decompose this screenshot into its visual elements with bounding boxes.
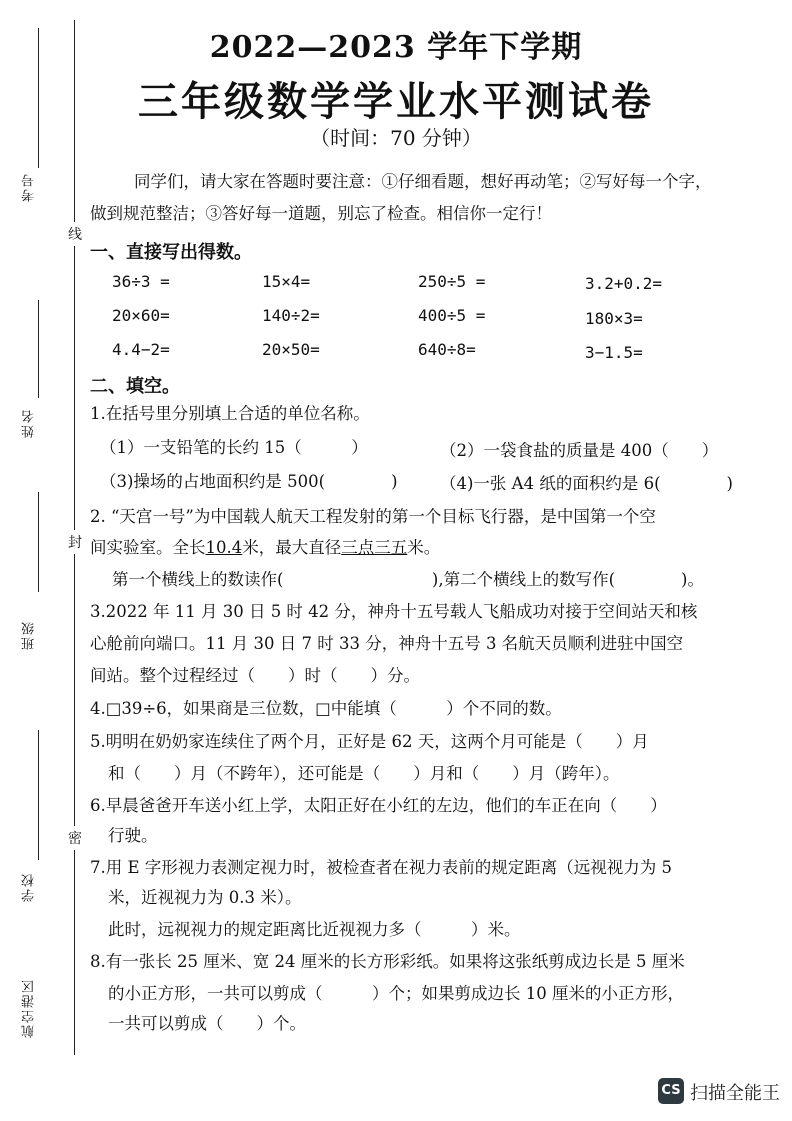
q5-line-1: 5.明明在奶奶家连续住了两个月，正好是 62 天，这两个月可能是（ ）月 bbox=[90, 732, 649, 751]
district-label: 航空港区 bbox=[22, 978, 37, 1038]
calc-item: 140÷2= bbox=[262, 306, 320, 325]
q2-line-2: 间实验室。全长10.4米，最大直径三点三五米。 bbox=[90, 538, 441, 557]
name-blank bbox=[38, 300, 39, 398]
class-label: 班级 bbox=[22, 620, 37, 650]
seal-char-seal: 封 bbox=[68, 530, 82, 554]
calc-item: 15×4= bbox=[262, 272, 311, 291]
calc-item: 3.2+0.2= bbox=[585, 274, 663, 293]
q1-stem: 1.在括号里分别填上合适的单位名称。 bbox=[90, 404, 370, 423]
section-2-heading: 二、填空。 bbox=[90, 376, 180, 397]
calc-item: 4.4−2= bbox=[112, 340, 170, 359]
q1-b: （2）一袋食盐的质量是 400（ ） bbox=[440, 441, 719, 460]
year-term: 2022—2023 学年下学期 bbox=[209, 30, 583, 65]
seal-char-secret: 密 bbox=[68, 826, 82, 850]
school-label: 学校 bbox=[22, 872, 37, 902]
length-underline: 10.4 bbox=[205, 538, 243, 557]
q8-line-2: 的小正方形，一共可以剪成（ ）个；如果剪成边长 10 厘米的小正方形， bbox=[108, 984, 684, 1003]
q4-line-1: 4.□39÷6，如果商是三位数，□中能填（ ）个不同的数。 bbox=[90, 699, 562, 718]
q5-line-2: 和（ ）月（不跨年），还可能是（ ）月和（ ）月（跨年）。 bbox=[108, 764, 620, 783]
class-blank bbox=[38, 492, 39, 592]
page-title: 三年级数学学业水平测试卷 bbox=[138, 78, 654, 125]
q8-line-1: 8.有一张长 25 厘米、宽 24 厘米的长方形彩纸。如果将这张纸剪成边长是 5 厘米 bbox=[90, 952, 685, 971]
calc-item: 640÷8= bbox=[418, 340, 476, 359]
q7-line-2: 米，近视视力为 0.3 米）。 bbox=[108, 888, 302, 907]
q2-line-3: 第一个横线上的数读作( ),第二个横线上的数写作( )。 bbox=[112, 570, 704, 589]
exam-no-label: 考号 bbox=[22, 172, 37, 202]
name-label: 姓名 bbox=[22, 408, 37, 438]
calc-item: 3−1.5= bbox=[585, 343, 643, 362]
q7-line-1: 7.用 E 字形视力表测定视力时，被检查者在视力表前的规定距离（远视视力为 5 bbox=[90, 858, 673, 877]
calc-item: 250÷5 = bbox=[418, 272, 486, 291]
calc-item: 20×60= bbox=[112, 306, 170, 325]
q1-d: （4)一张 A4 纸的面积约是 6( ) bbox=[440, 474, 733, 493]
camscanner-logo-icon: CS bbox=[658, 1078, 684, 1104]
exam-time: （时间：70 分钟） bbox=[310, 126, 482, 150]
seal-char-line: 线 bbox=[68, 222, 82, 246]
calc-item: 20×50= bbox=[262, 340, 320, 359]
q8-line-3: 一共可以剪成（ ）个。 bbox=[108, 1014, 306, 1033]
school-blank bbox=[38, 730, 39, 860]
calc-item: 180×3= bbox=[585, 309, 643, 328]
intro-line-1: 同学们，请大家在答题时要注意：①仔细看题，想好再动笔；②写好每一个字， bbox=[134, 172, 712, 191]
q1-a: （1）一支铅笔的长约 15（ ） bbox=[100, 438, 368, 457]
q6-line-1: 6.早晨爸爸开车送小红上学，太阳正好在小红的左边，他们的车正在向（ ） bbox=[90, 796, 667, 815]
q3-line-1: 3.2022 年 11 月 30 日 5 时 42 分，神舟十五号载人飞船成功对接于空间站天和核 bbox=[90, 602, 698, 621]
section-1-heading: 一、直接写出得数。 bbox=[90, 242, 252, 263]
q3-line-2: 心舱前向端口。11 月 30 日 7 时 33 分，神舟十五号 3 名航天员顺利进驻中国空 bbox=[90, 634, 684, 653]
camscanner-label: 扫描全能王 bbox=[690, 1083, 780, 1104]
q7-line-3: 此时，远视视力的规定距离比近视视力多（ ）米。 bbox=[108, 920, 521, 939]
q2-line-1: 2. “天宫一号”为中国载人航天工程发射的第一个目标飞行器，是中国第一个空 bbox=[90, 507, 656, 526]
calc-item: 36÷3 = bbox=[112, 272, 170, 291]
q3-line-3: 间站。整个过程经过（ ）时（ ）分。 bbox=[90, 666, 420, 685]
intro-line-2: 做到规范整洁；③答好每一道题，别忘了检查。相信你一定行！ bbox=[90, 204, 552, 223]
q1-c: （3)操场的占地面积约是 500( ) bbox=[100, 472, 398, 491]
diameter-underline: 三点三五 bbox=[341, 538, 408, 557]
q6-line-2: 行驶。 bbox=[108, 826, 158, 845]
calc-item: 400÷5 = bbox=[418, 306, 486, 325]
